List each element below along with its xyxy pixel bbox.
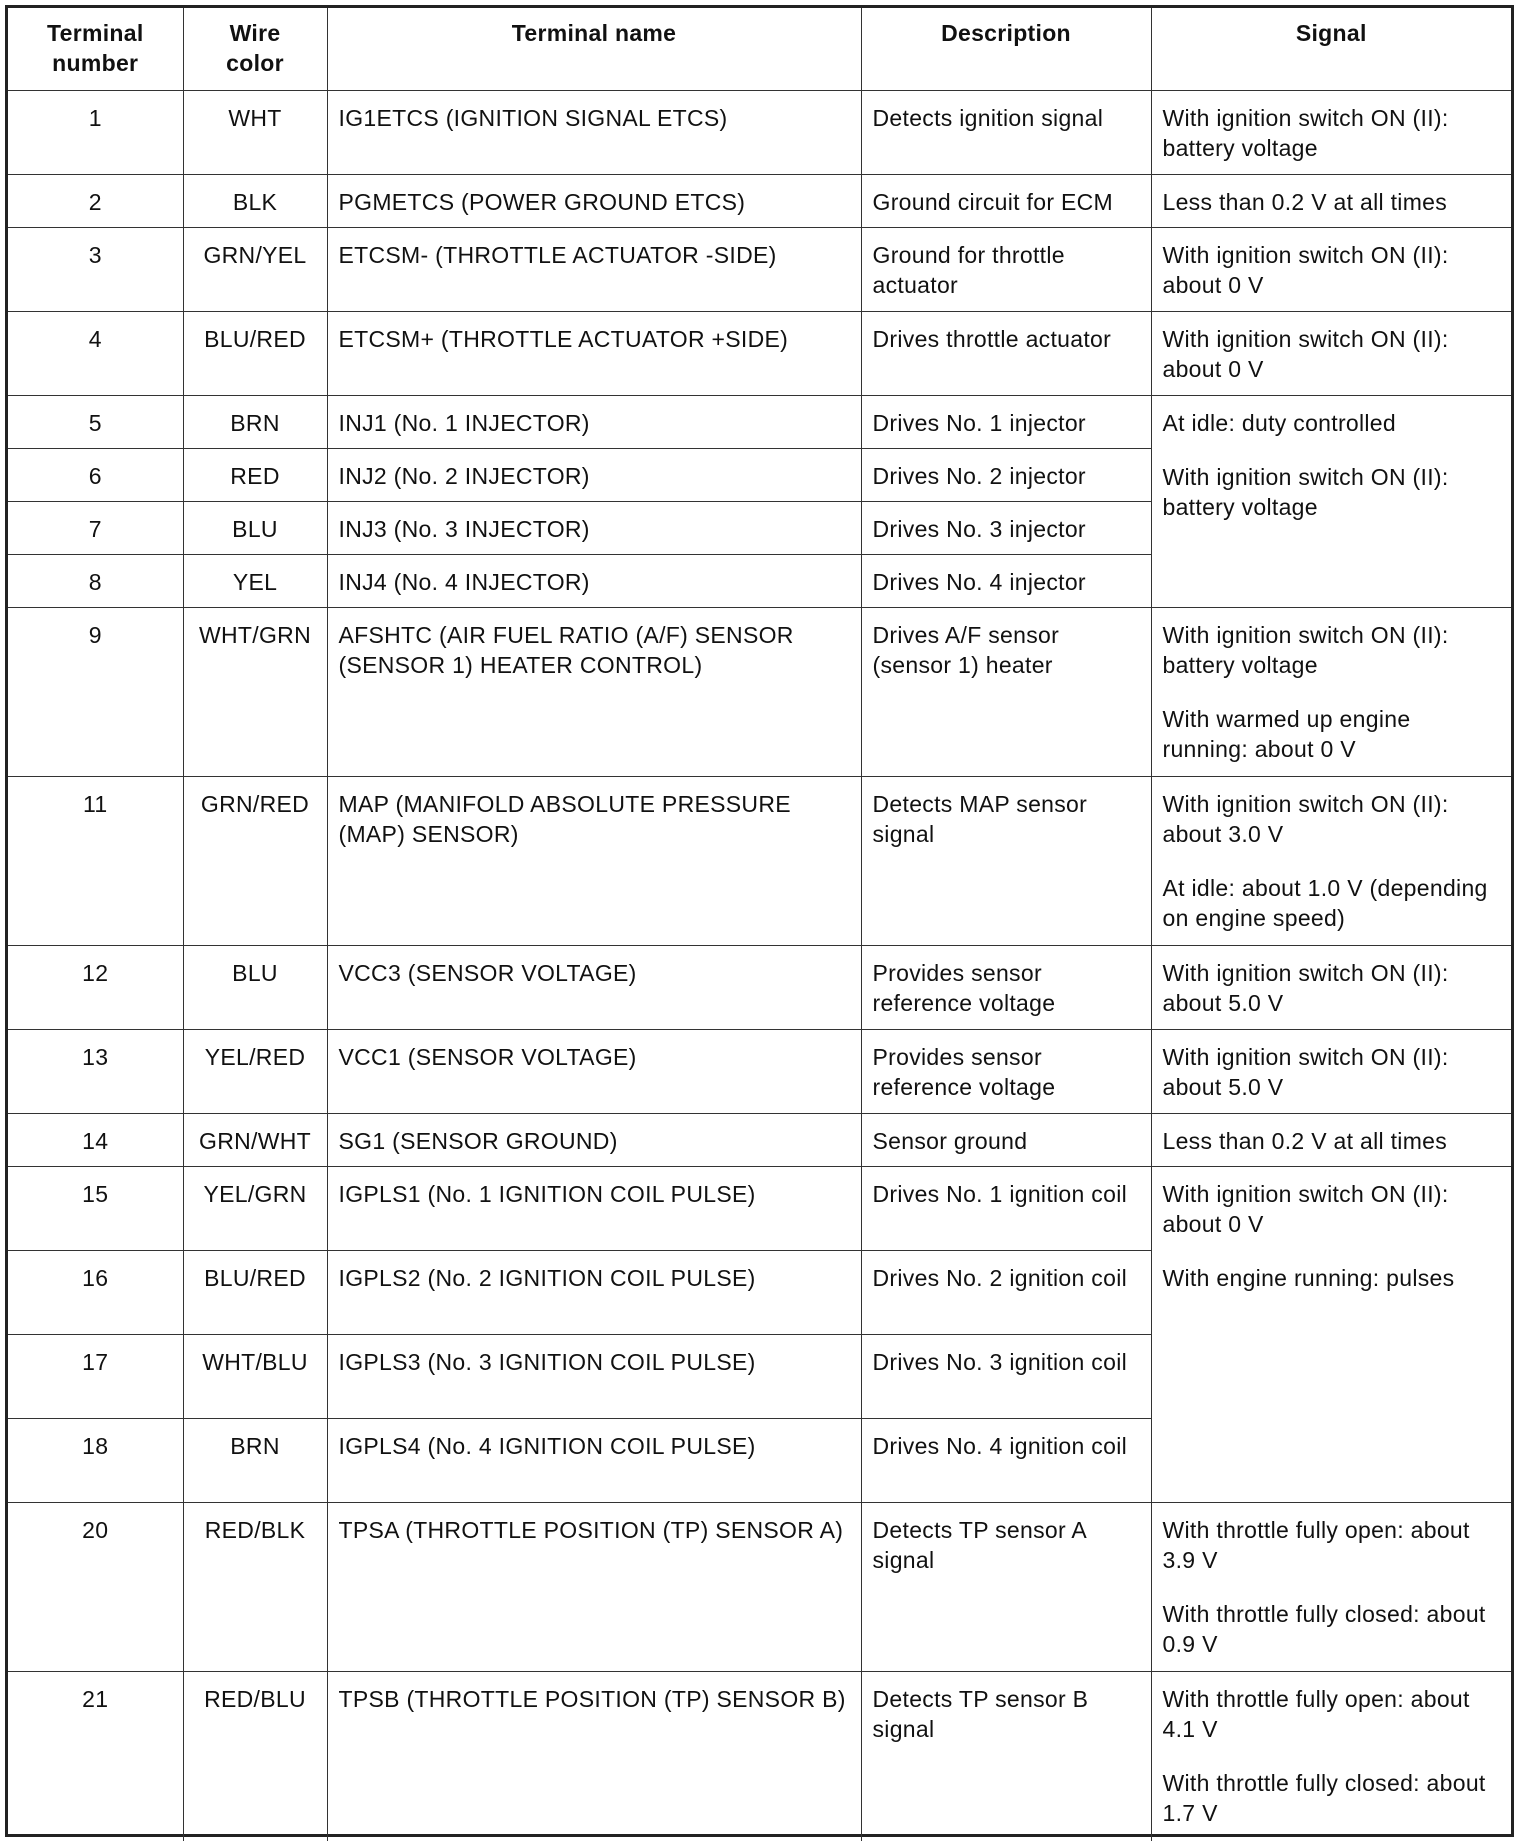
terminal-name-cell: PGMETCS (POWER GROUND ETCS) xyxy=(327,175,861,228)
description-cell: Drives No. 1 ignition coil xyxy=(861,1167,1151,1251)
description-cell: Drives No. 2 injector xyxy=(861,449,1151,502)
table-row xyxy=(8,312,1511,396)
description-cell: Drives No. 3 ignition coil xyxy=(861,1335,1151,1419)
terminal-name-cell: INJ4 (No. 4 INJECTOR) xyxy=(327,555,861,608)
terminal-name-cell: TPSA (THROTTLE POSITION (TP) SENSOR A) xyxy=(327,1503,861,1672)
terminal-number-cell: 13 xyxy=(8,1030,183,1114)
table-row xyxy=(8,1167,1511,1251)
signal-cell xyxy=(1151,1114,1511,1167)
terminal-number-cell: 5 xyxy=(8,396,183,449)
terminal-number-cell: 8 xyxy=(8,555,183,608)
signal-line: With warmed up engine running: about 0 V xyxy=(1162,706,1411,762)
terminal-number-cell: 15 xyxy=(8,1167,183,1251)
terminal-number-cell: 16 xyxy=(8,1251,183,1335)
wire-color-cell: BLU/RED xyxy=(183,1251,327,1335)
signal-line: With engine running: pulses xyxy=(1162,1265,1455,1291)
table-row xyxy=(8,91,1511,175)
signal-line: With ignition switch ON (II): about 0 V xyxy=(1162,1181,1449,1237)
description-cell: Detects TP sensor A signal xyxy=(861,1503,1151,1672)
table-row xyxy=(8,1503,1511,1672)
wire-color-cell: RED/BLK xyxy=(183,1503,327,1672)
wire-color-cell: BRN xyxy=(183,1419,327,1503)
terminal-number-cell: 17 xyxy=(8,1335,183,1419)
signal-cell xyxy=(1151,228,1511,312)
signal-line: With ignition switch ON (II): about 5.0 V xyxy=(1162,960,1449,1016)
terminal-number-cell: 9 xyxy=(8,608,183,777)
terminal-name-cell: INJ1 (No. 1 INJECTOR) xyxy=(327,396,861,449)
terminal-name-cell: ETCSM+ (THROTTLE ACTUATOR +SIDE) xyxy=(327,312,861,396)
signal-cell xyxy=(1151,91,1511,175)
header-signal: Signal xyxy=(1151,8,1511,91)
header-wire-color: Wire color xyxy=(183,8,327,91)
wire-color-cell: YEL/RED xyxy=(183,1030,327,1114)
terminal-name-cell: INJ2 (No. 2 INJECTOR) xyxy=(327,449,861,502)
signal-line: With ignition switch ON (II): battery voltage xyxy=(1162,105,1449,161)
table-row xyxy=(8,1114,1511,1167)
wire-color-cell: YEL xyxy=(183,555,327,608)
terminal-name-cell: AFSHTC (AIR FUEL RATIO (A/F) SENSOR (SENSOR 1) HEATER CONTROL) xyxy=(327,608,861,777)
terminal-name-cell: IG1ETCS (IGNITION SIGNAL ETCS) xyxy=(327,91,861,175)
description-cell: Drives No. 3 injector xyxy=(861,502,1151,555)
signal-line: With ignition switch ON (II): about 5.0 V xyxy=(1162,1044,1449,1100)
wire-color-cell: GRN/YEL xyxy=(183,228,327,312)
table-row xyxy=(8,396,1511,449)
terminal-name-cell: IGPLS1 (No. 1 IGNITION COIL PULSE) xyxy=(327,1167,861,1251)
terminal-name-cell: SG1 (SENSOR GROUND) xyxy=(327,1114,861,1167)
signal-line: With ignition switch ON (II): about 3.0 V xyxy=(1162,791,1449,847)
signal-line: With ignition switch ON (II): battery voltage xyxy=(1162,622,1449,678)
description-cell: Drives A/F sensor (sensor 1) heater xyxy=(861,608,1151,777)
terminal-name-cell: VCC3 (SENSOR VOLTAGE) xyxy=(327,946,861,1030)
signal-cell xyxy=(1151,1030,1511,1114)
table-row xyxy=(8,946,1511,1030)
signal-line: With ignition switch ON (II): about 0 V xyxy=(1162,326,1449,382)
description-cell: Detects ignition signal xyxy=(861,91,1151,175)
description-cell: Ground for throttle actuator xyxy=(861,228,1151,312)
description-cell: Detects MAP sensor signal xyxy=(861,777,1151,946)
terminal-number-cell: 21 xyxy=(8,1672,183,1841)
table-row xyxy=(8,175,1511,228)
terminal-number-cell: 6 xyxy=(8,449,183,502)
terminal-number-cell: 18 xyxy=(8,1419,183,1503)
signal-line: At idle: about 1.0 V (depending on engine speed) xyxy=(1162,875,1488,931)
terminal-number-cell: 14 xyxy=(8,1114,183,1167)
terminal-number-cell: 2 xyxy=(8,175,183,228)
description-cell: Drives No. 4 ignition coil xyxy=(861,1419,1151,1503)
header-row xyxy=(8,8,1511,91)
terminal-name-cell: IGPLS4 (No. 4 IGNITION COIL PULSE) xyxy=(327,1419,861,1503)
signal-line: With ignition switch ON (II): battery voltage xyxy=(1162,464,1449,520)
terminal-number-cell: 4 xyxy=(8,312,183,396)
terminal-number-cell: 20 xyxy=(8,1503,183,1672)
terminal-name-cell: INJ3 (No. 3 INJECTOR) xyxy=(327,502,861,555)
signal-cell xyxy=(1151,1503,1511,1672)
terminal-name-cell: TPSB (THROTTLE POSITION (TP) SENSOR B) xyxy=(327,1672,861,1841)
signal-cell xyxy=(1151,396,1511,608)
wire-color-cell: GRN/WHT xyxy=(183,1114,327,1167)
wire-color-cell: RED/BLU xyxy=(183,1672,327,1841)
terminal-number-cell: 7 xyxy=(8,502,183,555)
table-row xyxy=(8,1030,1511,1114)
signal-line: With throttle fully closed: about 0.9 V xyxy=(1162,1601,1486,1657)
wire-color-cell: BLK xyxy=(183,175,327,228)
signal-line: With throttle fully closed: about 1.7 V xyxy=(1162,1770,1486,1826)
signal-line: Less than 0.2 V at all times xyxy=(1162,189,1448,215)
description-cell: Drives throttle actuator xyxy=(861,312,1151,396)
terminal-name-cell: IGPLS2 (No. 2 IGNITION COIL PULSE) xyxy=(327,1251,861,1335)
header-terminal-name: Terminal name xyxy=(327,8,861,91)
terminal-name-cell: VCC1 (SENSOR VOLTAGE) xyxy=(327,1030,861,1114)
terminal-number-cell: 11 xyxy=(8,777,183,946)
description-cell: Provides sensor reference voltage xyxy=(861,946,1151,1030)
terminal-name-cell: IGPLS3 (No. 3 IGNITION COIL PULSE) xyxy=(327,1335,861,1419)
wire-color-cell: GRN/RED xyxy=(183,777,327,946)
signal-cell xyxy=(1151,175,1511,228)
description-cell: Detects TP sensor B signal xyxy=(861,1672,1151,1841)
signal-cell xyxy=(1151,608,1511,777)
table-row xyxy=(8,777,1511,946)
header-description: Description xyxy=(861,8,1151,91)
table-body xyxy=(8,91,1511,1841)
terminal-name-cell: MAP (MANIFOLD ABSOLUTE PRESSURE (MAP) SENSOR) xyxy=(327,777,861,946)
signal-cell xyxy=(1151,312,1511,396)
terminal-table xyxy=(8,8,1511,1841)
terminal-table-page xyxy=(5,5,1514,1837)
description-cell: Drives No. 1 injector xyxy=(861,396,1151,449)
description-cell: Ground circuit for ECM xyxy=(861,175,1151,228)
wire-color-cell: WHT/BLU xyxy=(183,1335,327,1419)
terminal-number-cell: 12 xyxy=(8,946,183,1030)
wire-color-cell: BLU xyxy=(183,946,327,1030)
terminal-number-cell: 1 xyxy=(8,91,183,175)
wire-color-cell: WHT xyxy=(183,91,327,175)
terminal-name-cell: ETCSM- (THROTTLE ACTUATOR -SIDE) xyxy=(327,228,861,312)
signal-line: Less than 0.2 V at all times xyxy=(1162,1128,1448,1154)
table-row xyxy=(8,608,1511,777)
signal-cell xyxy=(1151,1672,1511,1841)
wire-color-cell: WHT/GRN xyxy=(183,608,327,777)
signal-line: With ignition switch ON (II): about 0 V xyxy=(1162,242,1449,298)
signal-cell xyxy=(1151,777,1511,946)
table-row xyxy=(8,228,1511,312)
signal-line: At idle: duty controlled xyxy=(1162,410,1396,436)
terminal-number-cell: 3 xyxy=(8,228,183,312)
header-terminal-number: Terminal number xyxy=(8,8,183,91)
table-row xyxy=(8,1672,1511,1841)
wire-color-cell: BLU xyxy=(183,502,327,555)
wire-color-cell: BRN xyxy=(183,396,327,449)
wire-color-cell: YEL/GRN xyxy=(183,1167,327,1251)
signal-line: With throttle fully open: about 4.1 V xyxy=(1162,1686,1470,1742)
wire-color-cell: BLU/RED xyxy=(183,312,327,396)
description-cell: Drives No. 2 ignition coil xyxy=(861,1251,1151,1335)
description-cell: Sensor ground xyxy=(861,1114,1151,1167)
signal-cell xyxy=(1151,1167,1511,1503)
signal-line: With throttle fully open: about 3.9 V xyxy=(1162,1517,1470,1573)
description-cell: Provides sensor reference voltage xyxy=(861,1030,1151,1114)
description-cell: Drives No. 4 injector xyxy=(861,555,1151,608)
wire-color-cell: RED xyxy=(183,449,327,502)
signal-cell xyxy=(1151,946,1511,1030)
